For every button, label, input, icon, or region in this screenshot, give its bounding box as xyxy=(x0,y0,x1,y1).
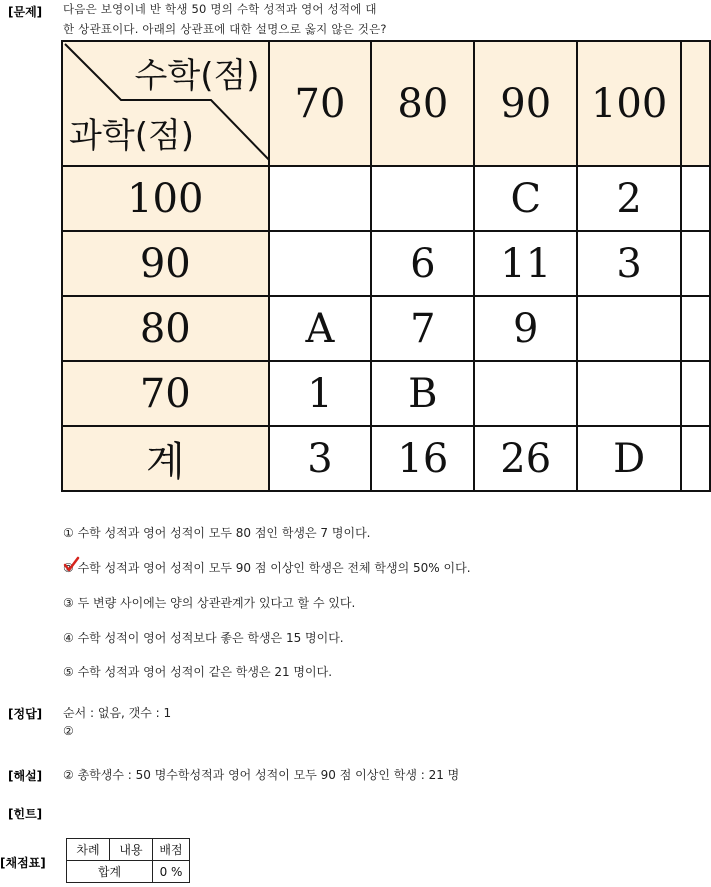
scoring-header-content: 내용 xyxy=(110,839,153,861)
table-cell: 26 xyxy=(474,426,577,491)
option-3-text: 두 변량 사이에는 양의 상관관계가 있다고 할 수 있다. xyxy=(73,596,356,610)
answer-label: [정답] xyxy=(8,707,43,721)
table-corner-cell xyxy=(62,41,269,166)
table-cell: 1 xyxy=(269,361,372,426)
option-5-text: 수학 성적과 영어 성적이 같은 학생은 21 명이다. xyxy=(73,665,333,679)
table-cell-cut xyxy=(681,296,710,361)
row-header: 80 xyxy=(62,296,269,361)
table-cell: 3 xyxy=(269,426,372,491)
table-cell: 6 xyxy=(371,231,474,296)
table-total-row xyxy=(62,426,710,491)
table-cell-cut xyxy=(681,361,710,426)
scoring-header-row xyxy=(67,839,190,861)
option-1[interactable] xyxy=(63,524,370,541)
option-5-number: ⑤ xyxy=(63,665,74,679)
scoring-label: [채점표] xyxy=(0,856,46,870)
row-header: 100 xyxy=(62,166,269,231)
table-cell xyxy=(371,166,474,231)
table-cell: 9 xyxy=(474,296,577,361)
row-header: 70 xyxy=(62,361,269,426)
table-cell xyxy=(269,231,372,296)
row-header: 90 xyxy=(62,231,269,296)
hint-label: [힌트] xyxy=(8,807,43,821)
table-row xyxy=(62,231,710,296)
explanation-text: ② 총학생수 : 50 명수학성적과 영어 성적이 모두 90 점 이상인 학생 : 21 명 xyxy=(63,768,460,782)
table-cell: 11 xyxy=(474,231,577,296)
question-line-1: 다음은 보영이네 반 학생 50 명의 수학 성적과 영어 성적에 대 xyxy=(63,2,377,16)
table-cell: 3 xyxy=(577,231,681,296)
option-2[interactable] xyxy=(63,559,471,576)
option-3[interactable] xyxy=(63,594,355,611)
option-4-text: 수학 성적이 영어 성적보다 좋은 학생은 15 명이다. xyxy=(73,631,344,645)
option-1-number: ① xyxy=(63,526,74,540)
option-5[interactable] xyxy=(63,663,332,680)
correlation-table xyxy=(61,40,711,492)
scoring-total-value: 0 % xyxy=(153,861,190,883)
scoring-total-label: 합계 xyxy=(67,861,153,883)
option-2-text: 수학 성적과 영어 성적이 모두 90 점 이상인 학생은 전체 학생의 50% 이다. xyxy=(73,561,471,575)
explanation-label: [해설] xyxy=(8,769,43,783)
col-header-cut xyxy=(681,41,710,166)
scoring-header-order: 차례 xyxy=(67,839,110,861)
table-cell: 7 xyxy=(371,296,474,361)
answer-value: ② xyxy=(63,724,74,738)
col-header: 90 xyxy=(474,41,577,166)
corner-math-label: 수학(점) xyxy=(134,56,260,96)
col-header: 80 xyxy=(371,41,474,166)
option-4[interactable] xyxy=(63,629,344,646)
corner-science-label: 과학(점) xyxy=(69,116,195,156)
scoring-header-points: 배점 xyxy=(153,839,190,861)
table-cell xyxy=(269,166,372,231)
row-header-total: 계 xyxy=(62,426,269,491)
scoring-table xyxy=(66,838,190,883)
table-cell xyxy=(577,361,681,426)
table-cell xyxy=(577,296,681,361)
answer-meta: 순서 : 없음, 갯수 : 1 xyxy=(63,706,172,720)
option-4-number: ④ xyxy=(63,631,74,645)
table-cell: D xyxy=(577,426,681,491)
check-mark-icon xyxy=(62,556,80,574)
col-header: 100 xyxy=(577,41,681,166)
option-1-text: 수학 성적과 영어 성적이 모두 80 점인 학생은 7 명이다. xyxy=(73,526,371,540)
problem-label: [문제] xyxy=(8,5,43,19)
table-row xyxy=(62,296,710,361)
option-2-number: ② xyxy=(63,561,74,575)
table-row xyxy=(62,361,710,426)
table-cell: C xyxy=(474,166,577,231)
table-cell: B xyxy=(371,361,474,426)
table-cell-cut xyxy=(681,426,710,491)
option-3-number: ③ xyxy=(63,596,74,610)
col-header: 70 xyxy=(269,41,372,166)
question-line-2: 한 상관표이다. 아래의 상관표에 대한 설명으로 옳지 않은 것은? xyxy=(63,22,387,36)
table-cell: 2 xyxy=(577,166,681,231)
table-cell-cut xyxy=(681,166,710,231)
table-header-row xyxy=(62,41,710,166)
table-cell: A xyxy=(269,296,372,361)
table-cell xyxy=(474,361,577,426)
scoring-total-row xyxy=(67,861,190,883)
table-row xyxy=(62,166,710,231)
table-cell-cut xyxy=(681,231,710,296)
table-cell: 16 xyxy=(371,426,474,491)
